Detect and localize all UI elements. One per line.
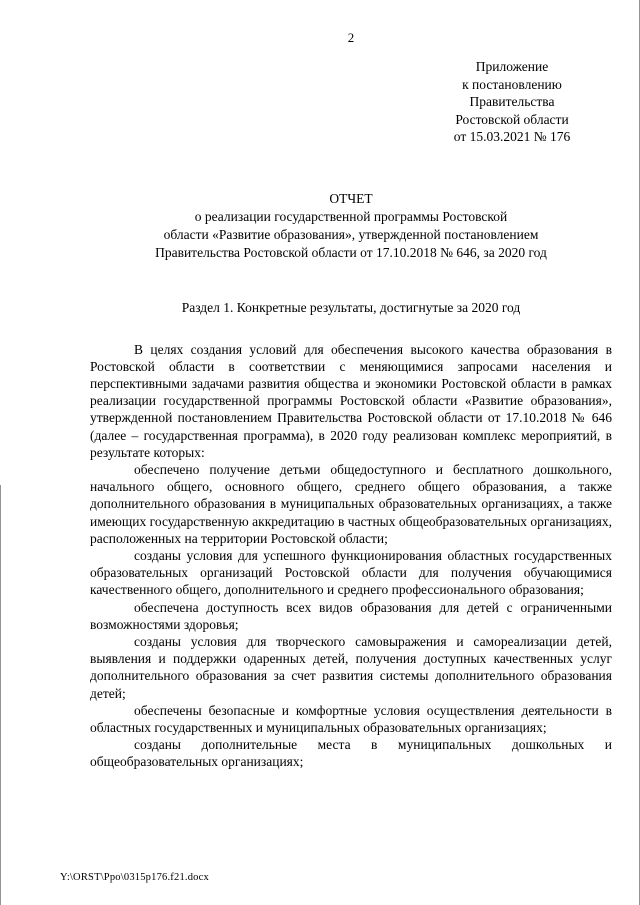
- document-body: [90, 341, 612, 771]
- annex-line: к постановлению: [462, 76, 562, 92]
- annex-line: Приложение: [475, 59, 549, 74]
- paragraph: обеспечена доступность всех видов образования для детей с ограниченными возможностями здоровья;: [90, 599, 612, 632]
- scan-artifact-left: [0, 485, 1, 905]
- section-heading: Раздел 1. Конкретные результаты, достигнутые за 2020 год: [181, 299, 521, 315]
- paragraph: созданы условия для творческого самовыражения и самореализации детей, выявления и поддержки одаренных детей, получения доступных качественных услуг дополнительного образования за счет развития системы дополнительного образования детей;: [90, 633, 612, 701]
- paragraph: обеспечены безопасные и комфортные условия осуществления деятельности в областных государственных и муниципальных образовательных организациях;: [90, 702, 612, 735]
- report-title-line: области «Развитие образования», утвержденной постановлением: [163, 226, 539, 242]
- annex-block: [412, 58, 612, 146]
- report-title: [90, 190, 612, 262]
- paragraph: созданы условия для успешного функционирования областных государственных образовательных организаций Ростовской области для получения обучающимися качественного общего, дополнительного и среднего профессионального образования;: [90, 547, 612, 598]
- paragraph: В целях создания условий для обеспечения высокого качества образования в Ростовской области в соответствии с меняющимися запросами населения и перспективными задачами развития общества и экономики Ростовской области в рамках реализации государственной программы Ростовской области «Развитие образования», утвержденной постановлением Правительства Ростовской области от 17.10.2018 № 646 (далее – государственная программа), в 2020 году реализован комплекс мероприятий, в результате которых:: [90, 341, 612, 460]
- report-title-line: Правительства Ростовской области от 17.10.2018 № 646, за 2020 год: [155, 244, 547, 260]
- page-number: 2: [347, 30, 355, 45]
- paragraph: обеспечено получение детьми общедоступного и бесплатного дошкольного, начального общего, основного общего, среднего общего образования, а также дополнительного образования в муниципальных образовательных организациях, а также имеющих государственную аккредитацию в частных общеобразовательных организациях, расположенных на территории Ростовской области;: [90, 461, 612, 546]
- annex-line: от 15.03.2021 № 176: [453, 129, 571, 144]
- annex-line: Ростовской области: [455, 111, 569, 127]
- paragraph: созданы дополнительные места в муниципальных дошкольных и общеобразовательных организациях;: [90, 737, 612, 770]
- report-title-line: ОТЧЕТ: [329, 190, 373, 206]
- report-title-line: о реализации государственной программы Ростовской: [194, 208, 508, 224]
- footer-path: Y:\ORST\Ppo\0315p176.f21.docx: [60, 872, 209, 883]
- annex-line: Правительства: [469, 94, 555, 109]
